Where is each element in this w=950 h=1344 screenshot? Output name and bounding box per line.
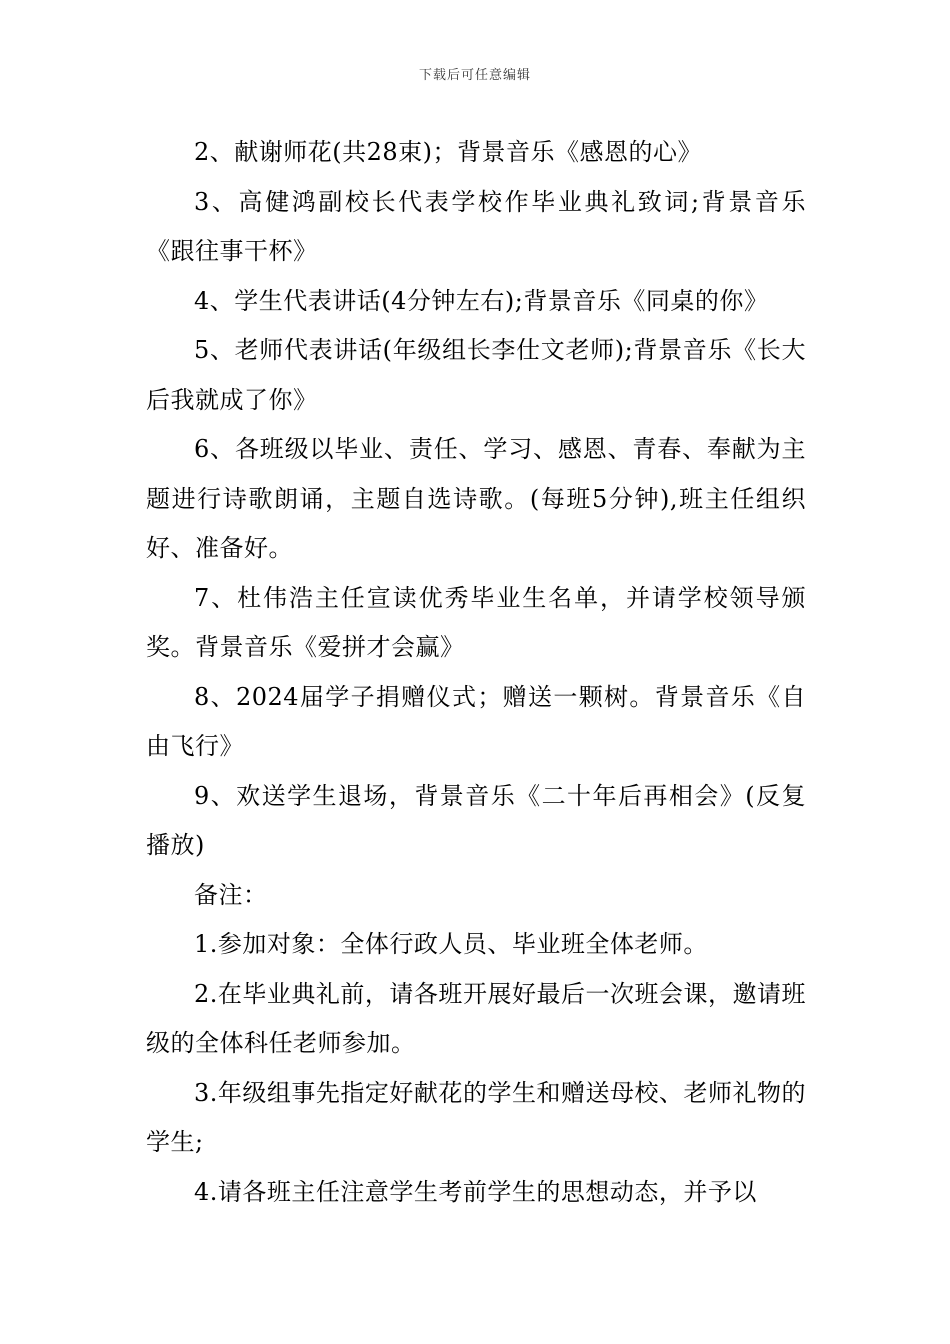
program-item-9: 9、欢送学生退场，背景音乐《二十年后再相会》(反复播放) — [146, 781, 806, 859]
program-item-6: 6、各班级以毕业、责任、学习、感恩、青春、奉献为主题进行诗歌朗诵，主题自选诗歌。(每班5分钟),班主任组织好、准备好。 — [146, 435, 806, 562]
document-body — [146, 128, 806, 1217]
program-item-5: 5、老师代表讲话(年级组长李仕文老师);背景音乐《长大后我就成了你》 — [146, 336, 806, 414]
program-item-4: 4、学生代表讲话(4分钟左右);背景音乐《同桌的你》 — [194, 286, 769, 315]
program-item-3: 3、高健鸿副校长代表学校作毕业典礼致词;背景音乐《跟往事干杯》 — [146, 187, 806, 265]
page-header: 下载后可任意编辑 — [418, 68, 531, 83]
notes-heading: 备注： — [194, 880, 268, 909]
program-item-2: 2、献谢师花(共28束)；背景音乐《感恩的心》 — [194, 138, 703, 166]
note-item-3: 3.年级组事先指定好献花的学生和赠送母校、老师礼物的学生; — [146, 1078, 806, 1156]
note-item-1: 1.参加对象：全体行政人员、毕业班全体老师。 — [194, 930, 708, 958]
note-item-4: 4.请各班主任注意学生考前学生的思想动态，并予以 — [194, 1177, 757, 1206]
note-item-2: 2.在毕业典礼前，请各班开展好最后一次班会课，邀请班级的全体科任老师参加。 — [146, 979, 806, 1057]
program-item-7: 7、杜伟浩主任宣读优秀毕业生名单，并请学校领导颁奖。背景音乐《爱拼才会赢》 — [146, 583, 806, 661]
program-item-8: 8、2024届学子捐赠仪式；赠送一颗树。背景音乐《自由飞行》 — [146, 682, 806, 760]
